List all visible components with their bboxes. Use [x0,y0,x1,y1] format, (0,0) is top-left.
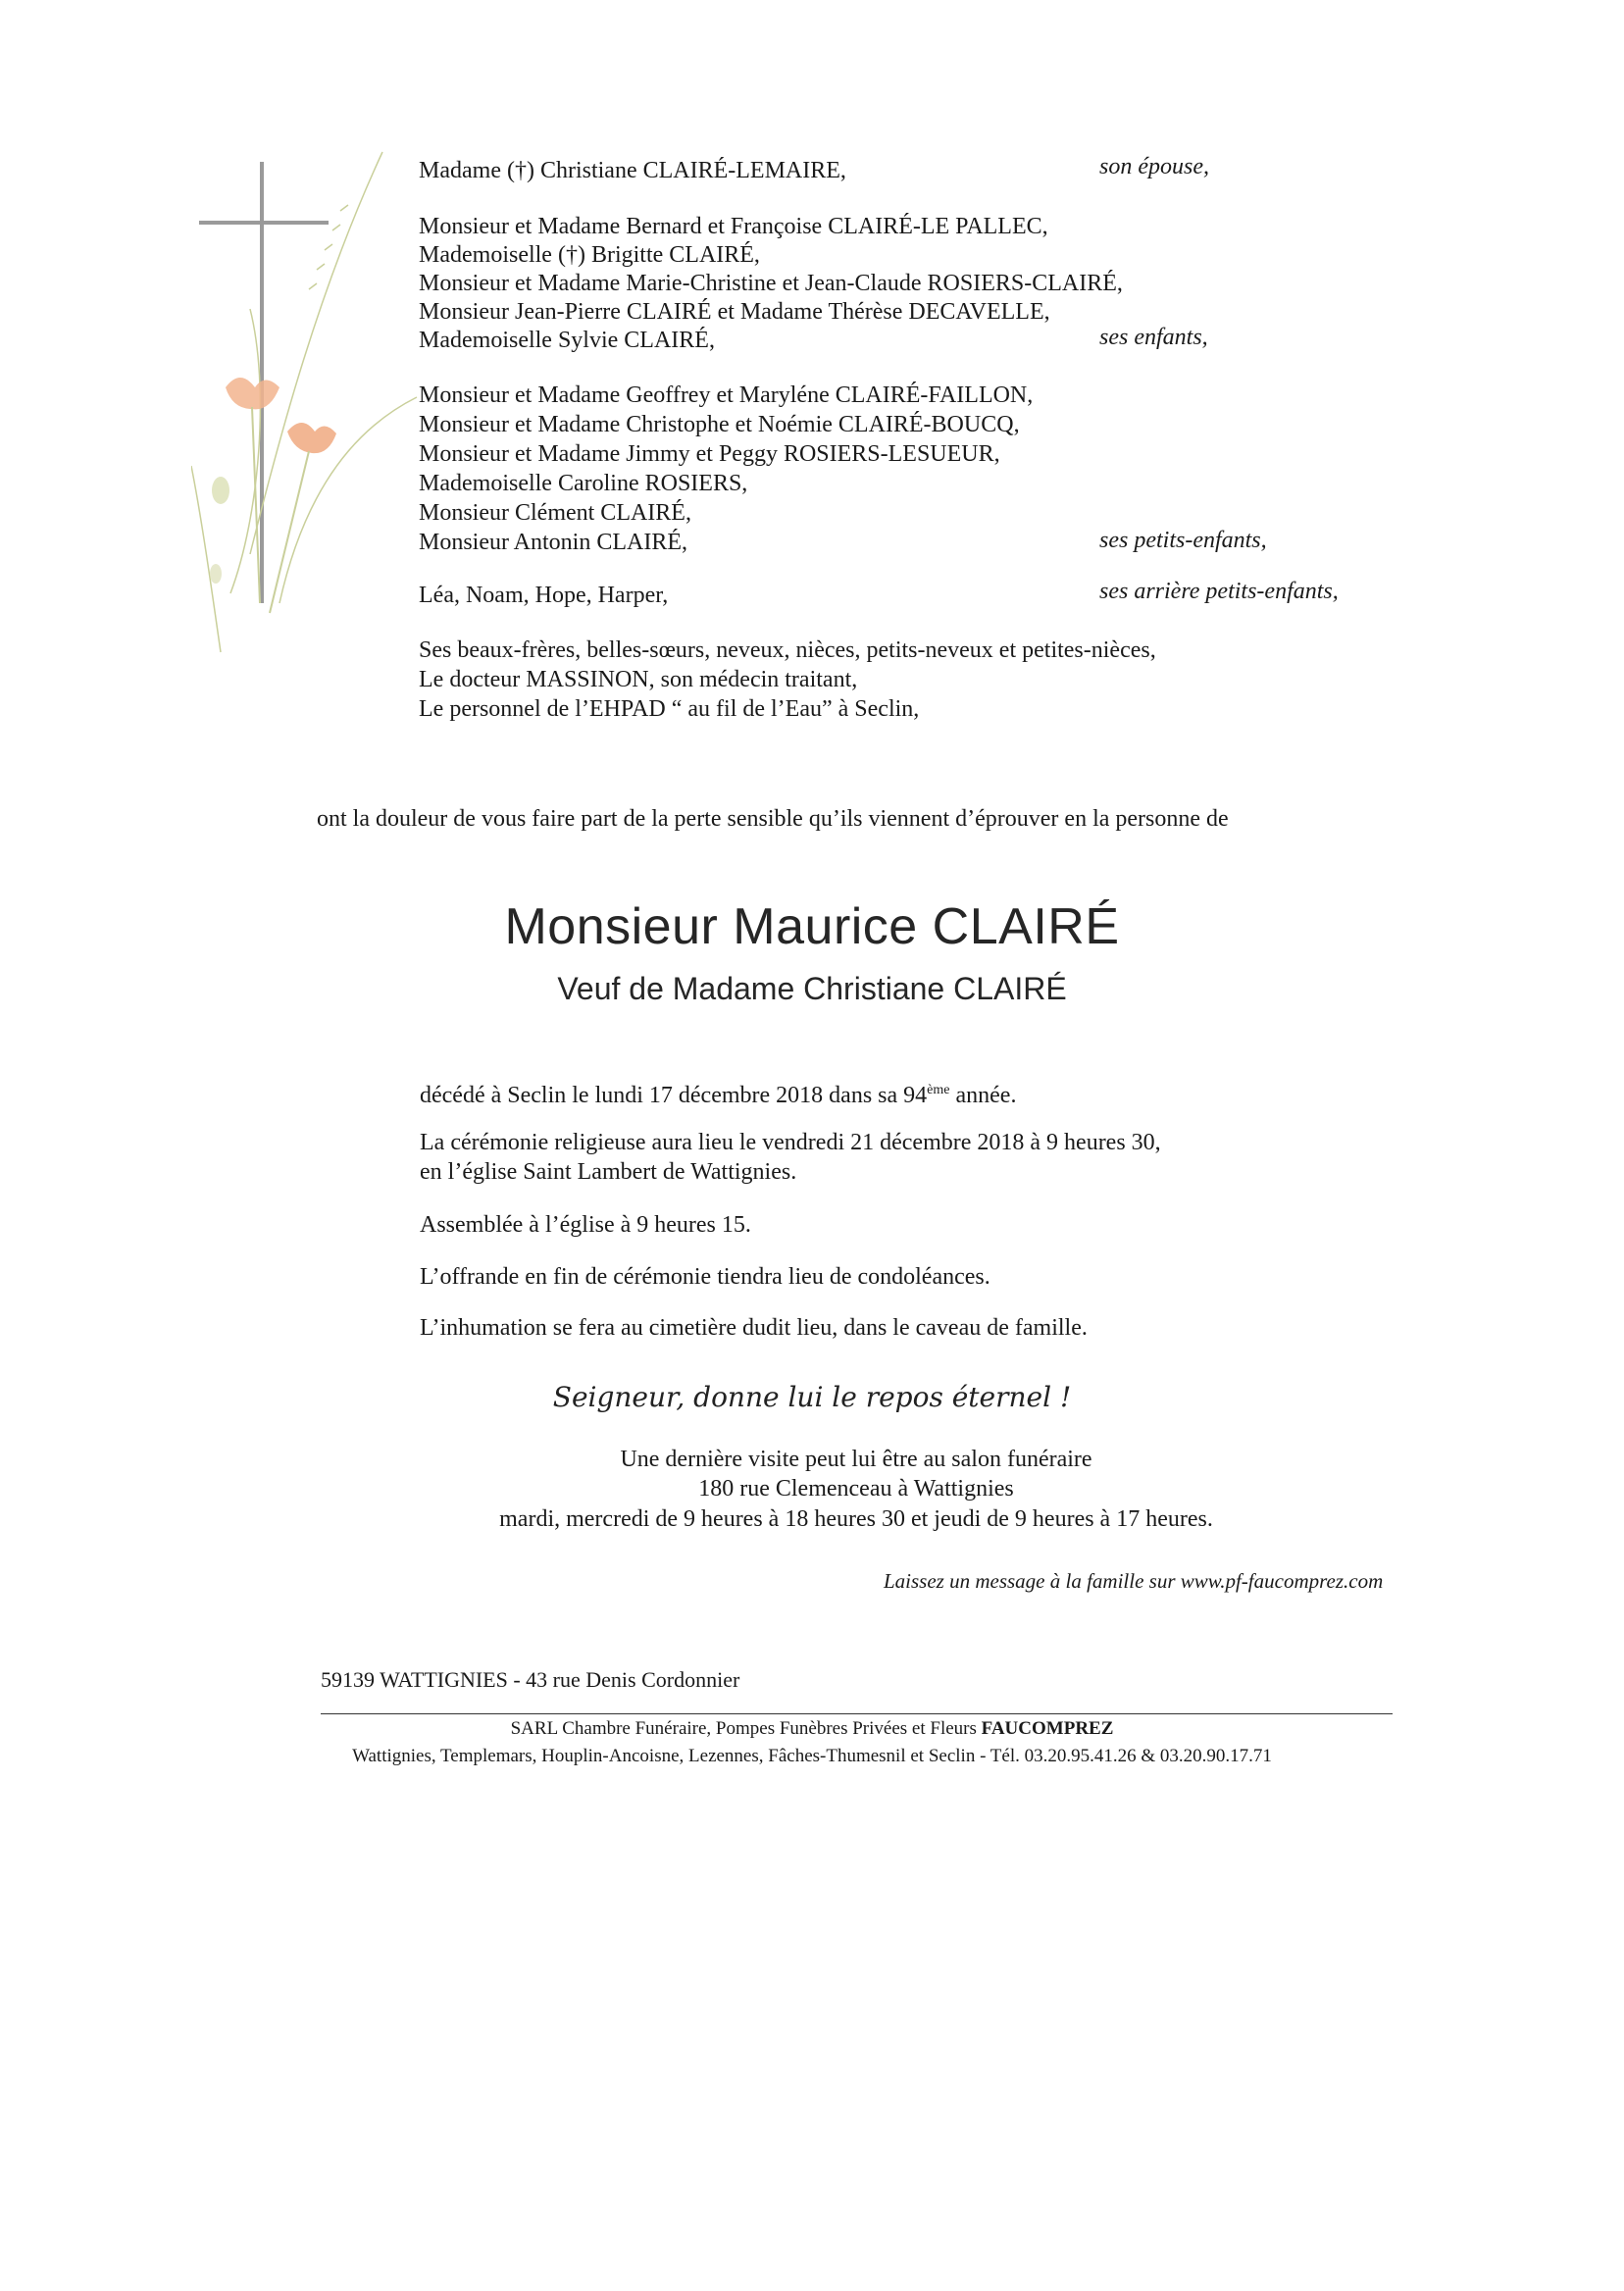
death-details [420,1076,1016,1110]
family-member-line: Mademoiselle Sylvie CLAIRÉ, [419,328,715,353]
ceremony-location-line: en l’église Saint Lambert de Wattignies. [420,1159,797,1185]
death-details-end: année. [949,1083,1017,1108]
wheat-icon [191,152,417,652]
company-name: FAUCOMPREZ [981,1718,1114,1739]
family-member-line: Monsieur et Madame Christophe et Noémie CLAIRÉ-BOUCQ, [419,412,1020,437]
relation-label: ses enfants, [1099,325,1208,350]
company-address: 59139 WATTIGNIES - 43 rue Denis Cordonnier [321,1667,740,1692]
announcement-intro: ont la douleur de vous faire part de la perte sensible qu’ils viennent d’éprouver en la personne de [317,806,1229,832]
family-member-line: Léa, Noam, Hope, Harper, [419,583,669,608]
website-message: Laissez un message à la famille sur www.pf-faucomprez.com [884,1569,1384,1593]
company-locations: Wattignies, Templemars, Houplin-Ancoisne, Lezennes, Fâches-Thumesnil et Seclin - Tél. 03.20.95.41.26 & 03.20.90.17.71 [352,1746,1272,1766]
deceased-subtitle: Veuf de Madame Christiane CLAIRÉ [557,971,1067,1006]
visit-line-1: Une dernière visite peut lui être au salon funéraire [620,1447,1092,1472]
visit-line-2: 180 rue Clemenceau à Wattignies [698,1476,1014,1502]
family-member-line: Mademoiselle Caroline ROSIERS, [419,471,748,496]
family-member-line: Monsieur et Madame Geoffrey et Maryléne CLAIRÉ-FAILLON, [419,382,1034,408]
offering-line: L’offrande en fin de cérémonie tiendra lieu de condoléances. [420,1264,990,1290]
family-member-line: Monsieur Clément CLAIRÉ, [419,500,691,526]
deceased-name: Monsieur Maurice CLAIRÉ [504,898,1120,955]
family-member-line: Monsieur et Madame Jimmy et Peggy ROSIERS-LESUEUR, [419,441,1000,467]
family-member-line: Le personnel de l’EHPAD “ au fil de l’Eau” à Seclin, [419,696,920,722]
family-member-line: Monsieur et Madame Bernard et Françoise CLAIRÉ-LE PALLEC, [419,214,1048,239]
family-member-line: Monsieur et Madame Marie-Christine et Jean-Claude ROSIERS-CLAIRÉ, [419,271,1123,296]
assembly-line: Assemblée à l’église à 9 heures 15. [420,1212,751,1238]
company-description: SARL Chambre Funéraire, Pompes Funèbres Privées et Fleurs [510,1718,982,1739]
visit-line-3: mardi, mercredi de 9 heures à 18 heures 30 et jeudi de 9 heures à 17 heures. [499,1506,1213,1532]
family-member-line: Ses beaux-frères, belles-sœurs, neveux, nièces, petits-neveux et petites-nièces, [419,637,1156,663]
cross-flowers-illustration [191,142,427,691]
footer-divider [321,1713,1393,1714]
family-member-line: Mademoiselle (†) Brigitte CLAIRÉ, [419,242,760,268]
ordinal-suffix: ème [927,1083,950,1097]
burial-line: L’inhumation se fera au cimetière dudit lieu, dans le caveau de famille. [420,1315,1088,1341]
company-line [0,1718,1624,1740]
relation-label: ses arrière petits-enfants, [1099,579,1339,604]
poppy-flower-icon [210,378,336,613]
relation-label: ses petits-enfants, [1099,528,1267,553]
prayer-line: Seigneur, donne lui le repos éternel ! [552,1381,1072,1413]
family-member-line: Le docteur MASSINON, son médecin traitant, [419,667,858,692]
family-member-line: Monsieur Antonin CLAIRÉ, [419,530,687,555]
family-member-line: Monsieur Jean-Pierre CLAIRÉ et Madame Thérèse DECAVELLE, [419,299,1050,325]
relation-label: son épouse, [1099,154,1209,179]
ceremony-line: La cérémonie religieuse aura lieu le vendredi 21 décembre 2018 à 9 heures 30, [420,1130,1161,1155]
family-member-line: Madame (†) Christiane CLAIRÉ-LEMAIRE, [419,158,846,183]
death-details-text: décédé à Seclin le lundi 17 décembre 2018 dans sa 94 [420,1083,928,1108]
